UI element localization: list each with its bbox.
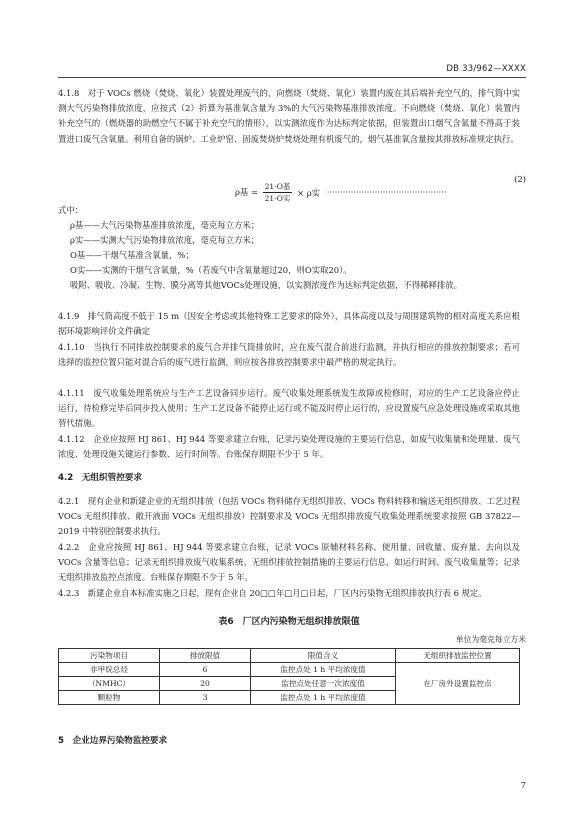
- formula-numerator: 21-O基: [264, 182, 291, 191]
- clause-4-1-8-note: 吸附、吸收、冷凝、生物、膜分离等其他VOCs处理设施，以实测浓度作为达标判定依据，不得稀释排放。: [70, 280, 462, 290]
- header-divider: [58, 77, 526, 78]
- formula-leader-dots: ·············································: [326, 187, 447, 197]
- table-cell-monitor-location: 在厂房外设置监控点: [396, 663, 520, 705]
- clause-4-1-9: 4.1.9 排气筒高度不低于 15 m（因安全考虑或其他特殊工艺要求的除外），具体高度以及与周围建筑物的相对高度关系应根据环境影响评价文件确定: [58, 311, 520, 337]
- table-cell: 非甲烷总烃: [59, 663, 160, 677]
- clause-4-2-2: 4.2.2 企业应按照 HJ 861、HJ 944 等要求建立台账，记录 VOCs 原辅材料名称、使用量、回收量、废弃量、去向以及 VOCs 含量等信息；记录无组织排放废气收集系统、无组织排放控制措施的主要运行信息，如运行时间、废气收集量等；记录无组织排放监控点浓度。台账保存期限不少于 5 年。: [58, 542, 520, 583]
- table-header-cell: 限值含义: [251, 649, 396, 663]
- table-header-cell: 无组织排放监控位置: [396, 649, 520, 663]
- clause-4-2-1: 4.2.1 现有企业和新建企业的无组织排放（包括 VOCs 物料储存无组织排放、VOCs 物料转移和输送无组织排放、工艺过程 VOCs 无组织排放、敞开液面 VOCs 无组织排放）控制要求及 VOCs 无组织排放废气收集处理系统要求按照 GB 37822—2019 中特别控制要求执行。: [58, 496, 520, 537]
- table-cell: 监控点处 1 h 平均浓度值: [251, 691, 396, 705]
- clause-4-1-10: 4.1.10 当执行不同排放控制要求的废气合并排气筒排放时，应在废气混合前进行监测，并执行相应的排放控制要求；若可选择的监控位置只能对混合后的废气进行监测，则应按各排放控制要求中最严格的规定执行。: [58, 342, 520, 368]
- table-header-cell: 排放限值: [160, 649, 251, 663]
- table-cell: 颗粒物: [59, 691, 160, 705]
- formula-number: (2): [514, 174, 526, 184]
- formula-2: [235, 181, 447, 204]
- formula-denominator: 21-O实: [264, 194, 291, 203]
- table-cell: 6: [160, 663, 251, 677]
- symbol-definition: O基——干烟气基准含氧量，%；: [70, 250, 194, 260]
- clause-4-1-11: 4.1.11 废气收集处理系统应与生产工艺设备同步运行。废气收集处理系统发生故障或检修时，对应的生产工艺设备应停止运行，待检修完毕后同步投入使用；生产工艺设备不能停止运行或不能及时停止运行的，应设置废气应急处理设施或采取其他替代措施。: [58, 388, 520, 429]
- table-cell: 监控点处 1 h 平均浓度值: [251, 663, 396, 677]
- section-4-2-heading: 4.2 无组织管控要求: [58, 473, 142, 483]
- formula-where-label: 式中：: [58, 205, 84, 215]
- section-5-heading: 5 企业边界污染物监控要求: [58, 736, 168, 746]
- document-id: DB 33/962—XXXX: [446, 64, 526, 74]
- table-cell: 20: [160, 677, 251, 691]
- symbol-definition: ρ基——大气污染物基准排放浓度，毫克每立方米；: [70, 220, 260, 230]
- table-header-cell: 污染物项目: [59, 649, 160, 663]
- table-row: [59, 663, 520, 677]
- table-cell: 监控点处任意一次浓度值: [251, 677, 396, 691]
- table-cell: 3: [160, 691, 251, 705]
- formula-fraction: [263, 181, 293, 204]
- clause-4-2-3: 4.2.3 新建企业自本标准实施之日起，现有企业自 20□□年□月□日起，厂区内污染物无组织排放执行表 6 规定。: [58, 588, 487, 598]
- formula-rhs: × ρ实: [297, 187, 321, 198]
- page-number: 7: [520, 780, 526, 790]
- formula-lhs: ρ基 =: [235, 187, 258, 197]
- table-6-title: 表6 厂区内污染物无组织排放限值: [218, 617, 360, 627]
- table-cell: （NMHC）: [59, 677, 160, 691]
- clause-4-1-8: 4.1.8 对于 VOCs 燃烧（焚烧、氧化）装置处理废气的，向燃烧（焚烧、氧化）装置内废在其后端补充空气的，排气筒中实测大气污染物排放浓度，应按式（2）折算为基准氧含量为 3%的大气污染物基准排放浓度。不向燃烧（焚烧、氧化）装置内补充空气的（燃烧器的助燃空气不属于补充空气的情形），以实测浓度作为达标判定依据，但装置出口烟气含氧量不得高于装置进口废气含氧量。利用自备的锅炉、工业炉窑、固废焚烧炉焚烧处理有机废气的，烟气基准氧含量按其排放标准规定执行。: [58, 88, 520, 144]
- table-6-unit: 单位为毫克每立方米: [455, 635, 526, 644]
- clause-4-1-12: 4.1.12 企业应按照 HJ 861、HJ 944 等要求建立台账，记录污染处理设施的主要运行信息，如废气收集量和处理量、废气浓度、处理设施关键运行参数、运行时间等。台账保存期限不少于 5 年。: [58, 434, 520, 460]
- symbol-definition: O实——实测的干烟气含氧量，%（若废气中含氧量超过20，则O实取20）。: [70, 265, 352, 275]
- table-header-row: [59, 649, 520, 663]
- symbol-definition: ρ实——实测大气污染物排放浓度，毫克每立方米；: [70, 235, 260, 245]
- table-6: [58, 648, 520, 705]
